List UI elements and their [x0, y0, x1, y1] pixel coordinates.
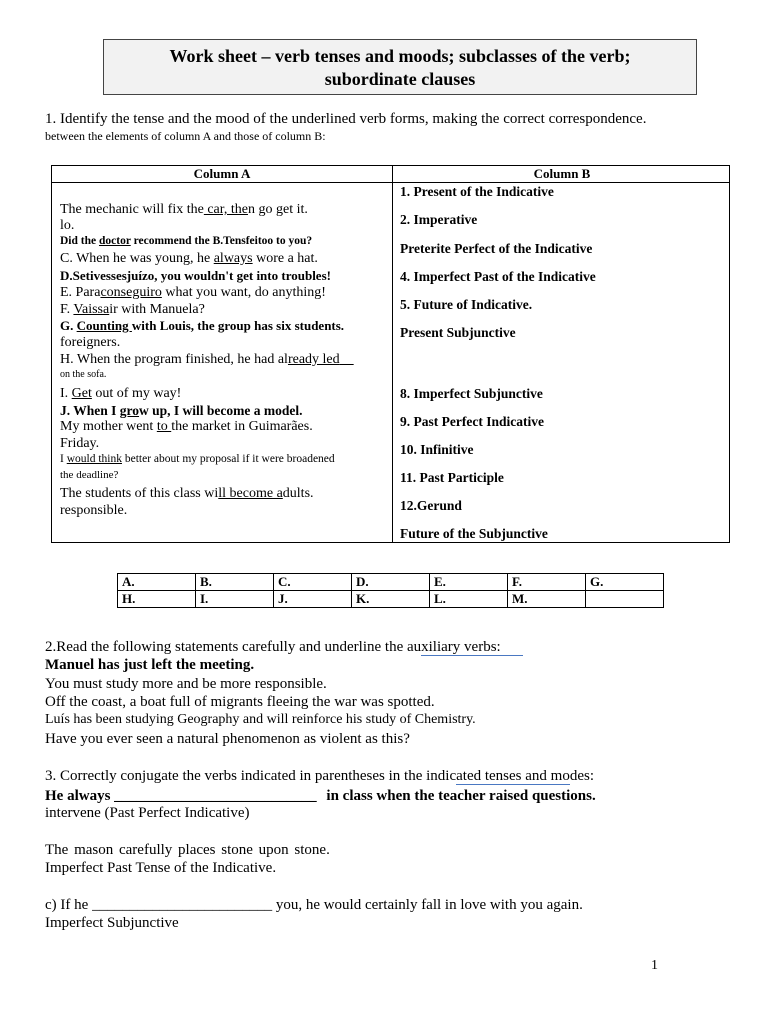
q3-instruction: 3. Correctly conjugate the verbs indicated in parentheses in the indicated tenses and modes: [45, 768, 595, 784]
answer-cell[interactable]: B. [196, 574, 274, 591]
q2-sentence: Luís has been studying Geography and will reinforce his study of Chemistry. [45, 712, 476, 727]
answer-cell[interactable]: L. [430, 591, 508, 608]
q3-item-a-blank[interactable]: ___________________________ [114, 788, 317, 804]
column-divider [392, 166, 393, 542]
col-a-item: foreigners. [60, 335, 121, 350]
q2-sentence: Off the coast, a boat full of migrants fleeing the war was spotted. [45, 694, 435, 710]
q1-instruction-cont: between the elements of column A and those of column B: [45, 129, 326, 143]
col-b-item: 4. Imperfect Past of the Indicative [400, 269, 596, 284]
q3-item-b-hint: Imperfect Past Tense of the Indicative. [45, 860, 277, 876]
col-a-item: The mechanic will fix the car, then go get it. [60, 202, 308, 217]
q2-sentence: Manuel has just left the meeting. [45, 657, 255, 673]
col-a-item: D.Setivessesjuízo, you wouldn't get into troubles! [60, 268, 331, 283]
worksheet-title-box [103, 39, 697, 95]
col-b-item: 8. Imperfect Subjunctive [400, 386, 543, 401]
col-a-item: the deadline? [60, 469, 119, 481]
q2-instruction: 2.Read the following statements carefully and underline the auxiliary verbs: [45, 639, 524, 655]
answer-cell[interactable]: H. [118, 591, 196, 608]
col-b-item: 12.Gerund [400, 498, 462, 513]
col-a-item: F. Vaissair with Manuela? [60, 302, 205, 317]
col-a-item: I would think better about my proposal if it were broadened [60, 453, 335, 465]
column-a-header: Column A [193, 166, 251, 181]
answer-cell[interactable] [586, 591, 664, 608]
col-a-item: responsible. [60, 503, 128, 518]
answer-cell[interactable]: D. [352, 574, 430, 591]
q3-item-c-blank[interactable]: ________________________ [92, 897, 273, 913]
col-b-item: 9. Past Perfect Indicative [400, 414, 544, 429]
col-a-item: H. When the program finished, he had already led [60, 352, 340, 367]
col-a-item: C. When he was young, he always wore a hat. [60, 251, 318, 266]
answer-cell[interactable]: J. [274, 591, 352, 608]
col-b-item: Present Subjunctive [400, 325, 516, 340]
answer-cell[interactable]: G. [586, 574, 664, 591]
column-b-header: Column B [533, 166, 591, 181]
answer-cell[interactable]: A. [118, 574, 196, 591]
worksheet-title-line1: Work sheet – verb tenses and moods; subclasses of the verb; [169, 46, 631, 66]
answer-cell[interactable]: C. [274, 574, 352, 591]
col-b-item: 10. Infinitive [400, 442, 474, 457]
col-a-item: E. Paraconseguiro what you want, do anything! [60, 285, 326, 300]
col-a-item: G. Counting with Louis, the group has six students. [60, 318, 345, 333]
worksheet-title-line2: subordinate clauses [324, 69, 476, 89]
answer-grid-row [118, 591, 664, 608]
col-a-item: Did the doctor recommend the B.Tensfeitoo to you? [60, 235, 313, 247]
col-a-item: My mother went to the market in Guimarães. [60, 419, 313, 434]
col-b-item: 1. Present of the Indicative [400, 184, 554, 199]
col-a-item: Friday. [60, 436, 100, 451]
q2-sentence: Have you ever seen a natural phenomenon as violent as this? [45, 731, 410, 747]
q3-item-b: The mason carefully places stone upon stone. [45, 842, 330, 858]
answer-cell[interactable]: M. [508, 591, 586, 608]
columns-table [51, 165, 730, 543]
q1-instruction: 1. Identify the tense and the mood of the underlined verb forms, making the correct correspondence. [45, 111, 647, 127]
answer-cell[interactable]: K. [352, 591, 430, 608]
col-b-item: Future of the Subjunctive [400, 526, 548, 541]
col-a-item: I. Get out of my way! [60, 386, 182, 401]
col-b-item: 2. Imperative [400, 212, 478, 227]
col-b-item: Preterite Perfect of the Indicative [400, 241, 593, 256]
q3-item-c: c) If he ________________________ you, he would certainly fall in love with you again. [45, 897, 583, 913]
answer-grid-row [118, 574, 664, 591]
page-number: 1 [651, 958, 658, 973]
col-a-item: on the sofa. [60, 369, 107, 380]
q3-item-a: He always ___________________________ in class when the teacher raised questions. [45, 788, 596, 804]
answer-cell[interactable]: I. [196, 591, 274, 608]
q3-item-a-hint: intervene (Past Perfect Indicative) [45, 805, 250, 821]
col-a-item: J. When I grow up, I will become a model. [60, 403, 303, 418]
answer-cell[interactable]: F. [508, 574, 586, 591]
answer-grid [117, 573, 664, 608]
col-a-item: The students of this class will become adults. [60, 486, 314, 501]
answer-cell[interactable]: E. [430, 574, 508, 591]
q3-item-c-hint: Imperfect Subjunctive [45, 915, 179, 931]
q2-sentence: You must study more and be more responsible. [45, 676, 327, 692]
col-b-item: 11. Past Participle [400, 470, 504, 485]
col-a-item: lo. [60, 218, 75, 233]
header-divider [52, 182, 729, 183]
col-b-item: 5. Future of Indicative. [400, 297, 533, 312]
